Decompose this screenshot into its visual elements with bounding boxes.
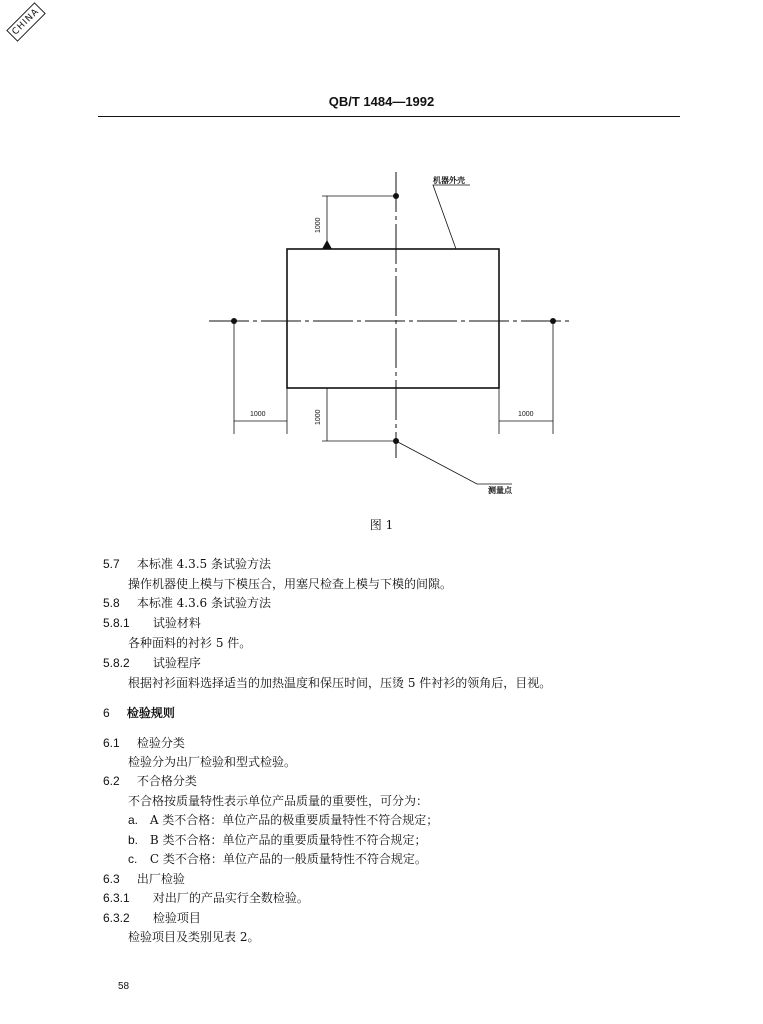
list-item [128, 832, 426, 848]
section-number: 5.8.1 [103, 616, 130, 630]
section-number: 5.8.2 [103, 656, 130, 670]
list-marker: a. [128, 813, 139, 827]
list-marker: c. [128, 852, 138, 866]
section-title: 检验分类 [136, 736, 185, 750]
dim-right-label: 1000 [518, 411, 534, 418]
list-item-text: A 类不合格：单位产品的极重要质量特性不符合规定； [149, 813, 439, 827]
dim-bottom-label: 1000 [315, 409, 322, 425]
list-item-text: B 类不合格：单位产品的重要质量特性不符合规定； [149, 833, 427, 847]
section-5-8-2-text: 根据衬衫面料选择适当的加热温度和保压时间，压烫 5 件衬衫的领角后，目视。 [128, 676, 552, 690]
section-title: 本标准 4.3.6 条试验方法 [136, 596, 271, 610]
section-6-2-text: 不合格按质量特性表示单位产品质量的重要性，可分为： [128, 794, 429, 808]
list-item [128, 812, 438, 828]
section-number: 6.3 [103, 872, 120, 886]
section-6-3-1-heading [103, 890, 309, 906]
section-title: 试验材料 [152, 616, 201, 630]
section-6-3-2-text: 检验项目及类别见表 2。 [128, 930, 260, 944]
section-title: 出厂检验 [136, 872, 185, 886]
machine-outline [287, 249, 499, 388]
chapter-title: 检验规则 [126, 706, 175, 720]
measure-point-left [231, 318, 237, 324]
section-number: 6.3.1 [103, 891, 130, 905]
section-6-1-text: 检验分为出厂检验和型式检验。 [128, 755, 297, 769]
section-5-8-2-heading [103, 655, 201, 671]
section-title: 试验程序 [152, 656, 201, 670]
section-6-3-heading [103, 871, 185, 887]
standard-number: QB/T 1484—1992 [328, 94, 435, 109]
section-number: 5.8 [103, 596, 120, 610]
chapter-number: 6 [103, 706, 110, 720]
measure-point-label: 测量点 [488, 486, 512, 495]
dim-left-label: 1000 [250, 411, 266, 418]
section-title: 检验项目 [152, 911, 201, 925]
section-title: 不合格分类 [136, 774, 197, 788]
machine-shell-label: 机器外壳 [433, 176, 465, 185]
section-number: 6.1 [103, 736, 120, 750]
section-5-8-1-text: 各种面料的衬衫 5 件。 [128, 636, 252, 650]
section-5-7-text: 操作机器使上模与下模压合，用塞尺检查上模与下模的间隙。 [128, 577, 453, 591]
section-6-3-2-heading [103, 910, 201, 926]
list-item [128, 851, 427, 867]
measure-point-right [550, 318, 556, 324]
section-5-7-heading [103, 556, 271, 572]
dim-top-label: 1000 [315, 217, 322, 233]
china-stamp: CHINA [6, 2, 46, 42]
section-title: 对出厂的产品实行全数检验。 [152, 891, 309, 905]
section-number: 5.7 [103, 557, 120, 571]
chapter-6-heading [103, 705, 175, 721]
section-6-2-heading [103, 773, 197, 789]
list-marker: b. [128, 833, 139, 847]
section-title: 本标准 4.3.5 条试验方法 [136, 557, 271, 571]
list-item-text: C 类不合格：单位产品的一般质量特性不符合规定。 [149, 852, 427, 866]
measure-point-bottom [393, 438, 399, 444]
section-5-8-1-heading [103, 615, 201, 631]
section-number: 6.2 [103, 774, 120, 788]
section-5-8-heading [103, 595, 271, 611]
figure-caption: 图 1 [369, 518, 394, 532]
section-6-1-heading [103, 735, 185, 751]
measure-point-top [393, 193, 399, 199]
page-number: 58 [118, 981, 130, 992]
section-number: 6.3.2 [103, 911, 130, 925]
